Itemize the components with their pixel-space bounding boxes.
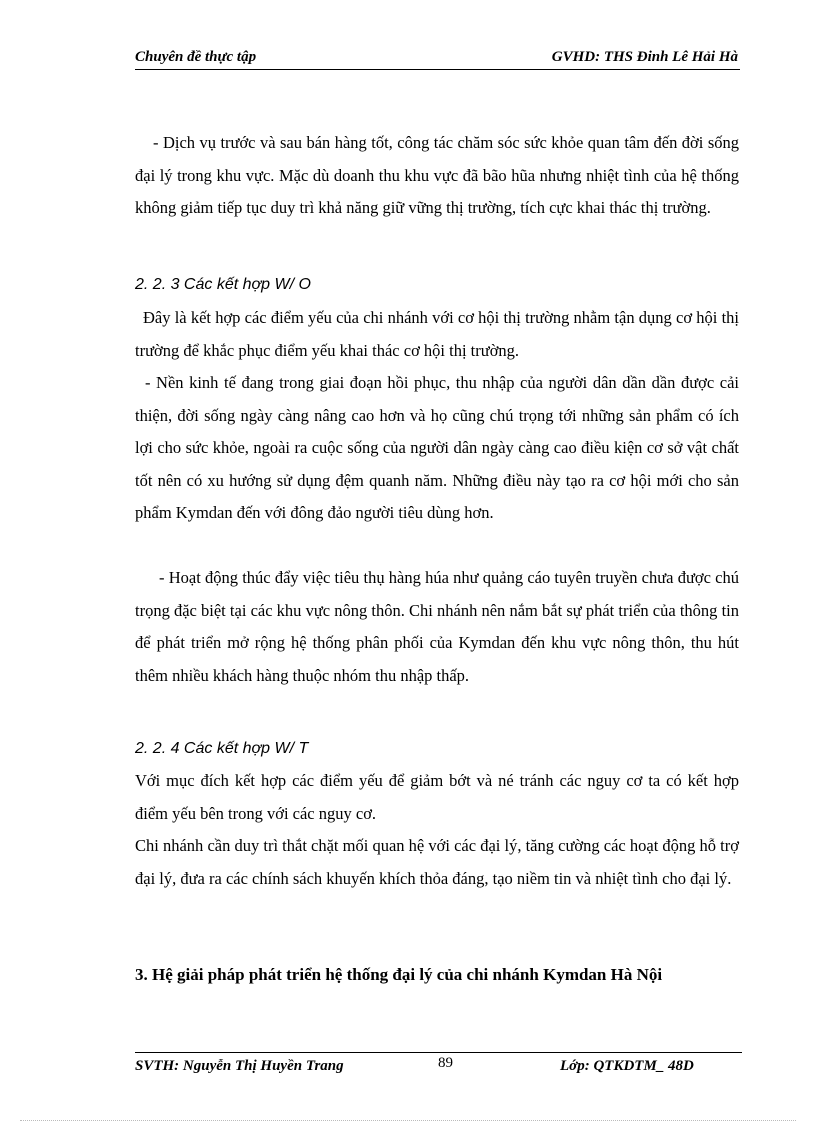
paragraph-wt-actions: Chi nhánh cần duy trì thắt chặt mối quan hệ với các đại lý, tăng cường các hoạt động hỗ trợ đại lý, đưa ra các chính sách khuyến khích thỏa đáng, tạo niềm tin và nhiệt tình cho đại lý.: [135, 836, 739, 888]
paragraph-promotion: - Hoạt động thúc đẩy việc tiêu thụ hàng húa như quảng cáo tuyên truyền chưa được chú trọng đặc biệt tại các khu vực nông thôn. Chi nhánh nên nắm bắt sự phát triển của thông tin để phát triển mở rộng hệ thống phân phối của Kymdan đến khu vực nông thôn, thu hút thêm nhiều khách hàng thuộc nhóm thu nhập thấp.: [135, 568, 739, 685]
page-footer: [135, 1052, 742, 1074]
footer-class: Lớp: QTKDTM_ 48D: [560, 1058, 694, 1074]
paragraph-wt-intro: Với mục đích kết hợp các điểm yếu để giảm bớt và né tránh các nguy cơ ta có kết hợp điểm yếu bên trong với các nguy cơ.: [135, 771, 739, 823]
paragraph-economy: - Nền kinh tế đang trong giai đoạn hồi phục, thu nhập của người dân dần dần được cải thiện, đời sống ngày càng nâng cao hơn và họ cũng chú trọng tới những sản phẩm có ích lợi cho sức khỏe, ngoài ra cuộc sống của người dân ngày càng cao điều kiện cơ sở vật chất tốt nên có xu hướng sử dụng đệm quanh năm. Những điều này tạo ra cơ hội mới cho sản phẩm Kymdan đến với đông đảo người tiêu dùng hơn.: [135, 373, 739, 522]
header-topic: Chuyên đề thực tập: [135, 49, 257, 65]
page-number: 89: [438, 1055, 453, 1071]
heading-wt: 2. 2. 4 Các kết hợp W/ T: [135, 740, 309, 757]
footer-student: SVTH: Nguyễn Thị Huyền Trang: [135, 1058, 344, 1074]
section-3-heading: 3. Hệ giải pháp phát triển hệ thống đại lý của chi nhánh Kymdan Hà Nội: [135, 965, 663, 984]
paragraph-wo-intro: Đây là kết hợp các điểm yếu của chi nhánh với cơ hội thị trường nhằm tận dụng cơ hội thị trường để khắc phục điểm yếu khai thác cơ hội thị trường.: [135, 308, 739, 360]
header-advisor: GVHD: THS Đinh Lê Hải Hà: [551, 49, 738, 65]
page-header: [135, 47, 740, 70]
paragraph-after-sales: - Dịch vụ trước và sau bán hàng tốt, công tác chăm sóc sức khỏe quan tâm đến đời sống đại lý trong khu vực. Mặc dù doanh thu khu vực đã bão hũa nhưng nhiệt tình của hệ thống không giảm tiếp tục duy trì khả năng giữ vững thị trường, tích cực khai thác thị trường.: [135, 133, 739, 217]
heading-wo: 2. 2. 3 Các kết hợp W/ O: [135, 276, 311, 293]
page-bottom-divider: [20, 1120, 796, 1121]
